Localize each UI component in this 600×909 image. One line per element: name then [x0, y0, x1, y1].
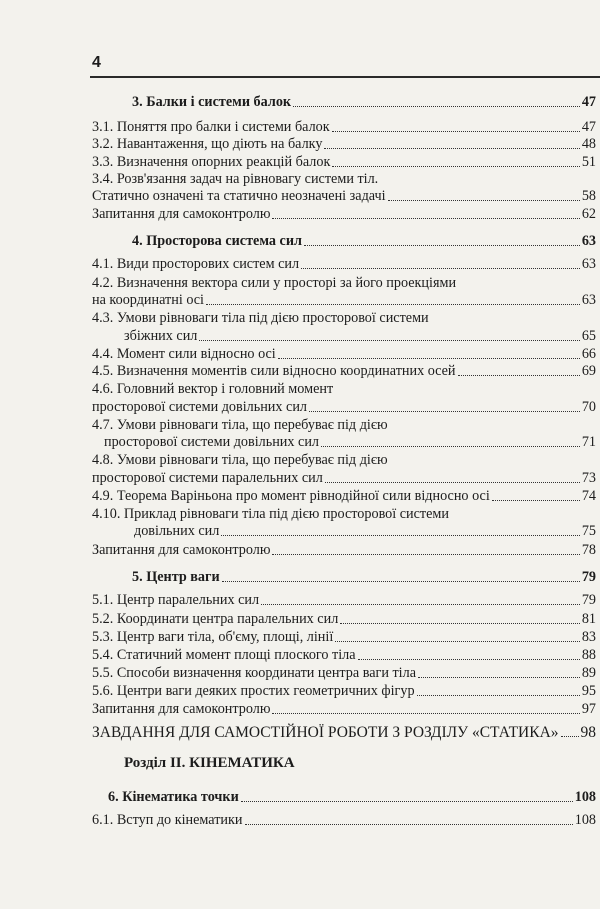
toc-entry-page: 95	[581, 683, 596, 699]
toc-entry-page: 51	[581, 154, 596, 170]
section-heading-title: Розділ ІІ. КІНЕМАТИКА	[124, 755, 295, 771]
toc-entry-title: 3.1. Поняття про балки і системи балок	[92, 119, 330, 135]
toc-entry-page: 70	[581, 399, 596, 415]
toc-entry-page: 88	[581, 647, 596, 663]
header-rule	[90, 76, 600, 78]
toc-entry-page: 69	[581, 363, 596, 379]
toc-entry-page: 79	[581, 592, 596, 608]
toc-entry-page: 62	[581, 206, 596, 222]
toc-entry-title: 5.4. Статичний момент площі плоского тіла	[92, 647, 356, 663]
toc-entry-title: 5. Центр ваги	[132, 569, 220, 585]
toc-entry-title: 6. Кінематика точки	[108, 789, 239, 805]
toc-entry-title-cont: просторової системи довільних сил	[92, 399, 308, 415]
toc-entry-title: 4.3. Умови рівноваги тіла під дією просторової системи	[92, 310, 429, 326]
toc-entry-title: Запитання для самоконтролю	[92, 701, 271, 717]
toc-entry-page: 63	[581, 233, 596, 249]
toc-entry-page: 81	[581, 611, 596, 627]
toc-entry-title: Запитання для самоконтролю	[92, 206, 271, 222]
toc-entry-title-cont: просторової системи паралельних сил	[92, 470, 323, 486]
toc-entry-page: 58	[581, 188, 596, 204]
toc-entry-page: 108	[574, 812, 596, 828]
toc-entry-title: 3.3. Визначення опорних реакцій балок	[92, 154, 331, 170]
toc-entry-page: 75	[581, 523, 596, 539]
toc-entry-title: ЗАВДАННЯ ДЛЯ САМОСТІЙНОЇ РОБОТИ З РОЗДІЛУ «СТАТИКА»	[92, 724, 559, 741]
toc-entry-page: 108	[574, 789, 596, 805]
toc-entry-page: 47	[581, 119, 596, 135]
toc-entry-title-cont: просторової системи довільних сил	[104, 434, 320, 450]
toc-entry-title: 4.4. Момент сили відносно осі	[92, 346, 276, 362]
toc-entry-title: 4. Просторова система сил	[132, 233, 302, 249]
toc-entry-page: 66	[581, 346, 596, 362]
toc-entry-page: 79	[581, 569, 596, 585]
toc-entry-page: 97	[581, 701, 596, 717]
toc-entry-title: Запитання для самоконтролю	[92, 542, 271, 558]
toc-entry-page: 65	[581, 328, 596, 344]
toc-entry-title: 5.5. Способи визначення координати центра ваги тіла	[92, 665, 417, 681]
toc-entry-page: 48	[581, 136, 596, 152]
toc-entry-page: 47	[581, 94, 596, 110]
page-number: 4	[92, 54, 101, 71]
toc-entry-title: 3.4. Розв'язання задач на рівновагу системи тіл.	[92, 171, 379, 187]
toc-entry-title-cont: довільних сил	[134, 523, 220, 539]
toc-entry-page: 73	[581, 470, 596, 486]
toc-entry-title: 4.7. Умови рівноваги тіла, що перебуває під дією	[92, 417, 388, 433]
toc-entry-page: 89	[581, 665, 596, 681]
toc-entry-page: 98	[580, 724, 596, 741]
toc-entry-title-cont: на координатні осі	[92, 292, 205, 308]
toc-entry-title: 4.1. Види просторових систем сил	[92, 256, 300, 272]
toc-entry-title: 4.8. Умови рівноваги тіла, що перебуває під дією	[92, 452, 388, 468]
toc-entry-title: 4.10. Приклад рівноваги тіла під дією просторової системи	[92, 506, 450, 522]
toc-entry-title-cont: Статично означені та статично неозначені задачі	[92, 188, 386, 204]
toc-entry-page: 63	[581, 256, 596, 272]
toc-entry-title: 6.1. Вступ до кінематики	[92, 812, 243, 828]
toc-entry-page: 63	[581, 292, 596, 308]
toc-entry-title: 4.6. Головний вектор і головний момент	[92, 381, 334, 397]
toc-entry-page: 74	[581, 488, 596, 504]
toc-entry-title: 5.1. Центр паралельних сил	[92, 592, 260, 608]
toc-entry-title: 4.2. Визначення вектора сили у просторі за його проекціями	[92, 275, 457, 291]
toc-entry-page: 83	[581, 629, 596, 645]
toc-entry-title: 5.3. Центр ваги тіла, об'єму, площі, лінії	[92, 629, 334, 645]
toc-entry-title: 3. Балки і системи балок	[132, 94, 292, 110]
toc-entry-title: 4.9. Теорема Варіньона про момент рівнодійної сили відносно осі	[92, 488, 490, 504]
toc-entry-title: 5.2. Координати центра паралельних сил	[92, 611, 339, 627]
toc-entry-page: 78	[581, 542, 596, 558]
toc-entry-page: 71	[581, 434, 596, 450]
toc-entry-title: 5.6. Центри ваги деяких простих геометричних фігур	[92, 683, 415, 699]
toc-entry-title: 3.2. Навантаження, що діють на балку	[92, 136, 323, 152]
toc-entry-title: 4.5. Визначення моментів сили відносно координатних осей	[92, 363, 456, 379]
toc-entry-title-cont: збіжних сил	[124, 328, 198, 344]
